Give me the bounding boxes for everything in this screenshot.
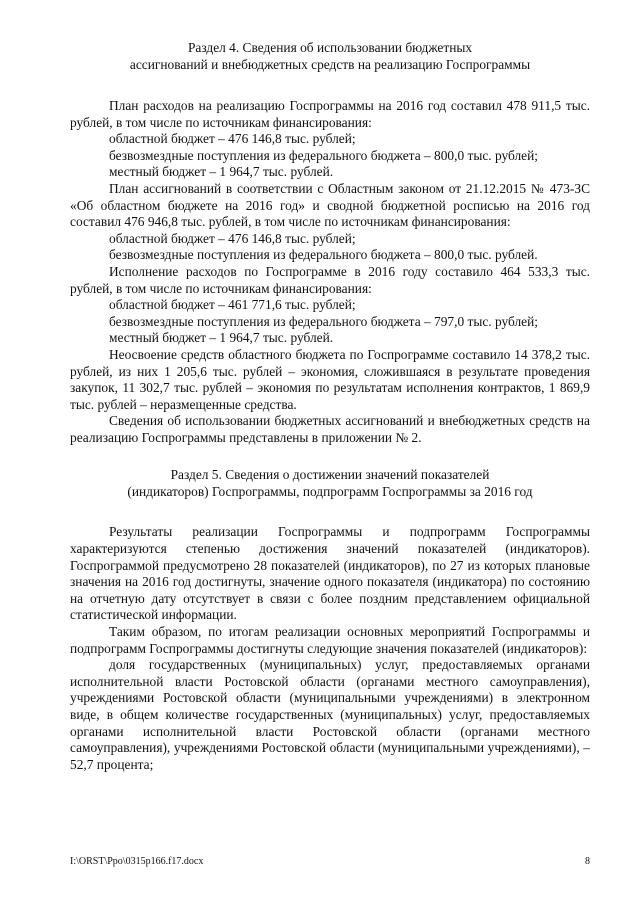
- section-5-body: [70, 524, 590, 773]
- section-5-heading: [70, 467, 590, 500]
- s5-paragraph-achieved: Таким образом, по итогам реализации основных мероприятий Госпрограммы и подпрограмм Госпрограммы достигнуты следующие значения показателей (индикаторов):: [70, 624, 590, 656]
- s4-item-regional-budget-alloc: областной бюджет – 476 146,8 тыс. рублей;: [109, 230, 356, 246]
- s5-paragraph-indicator-share: доля государственных (муниципальных) услуг, предоставляемых органами исполнительной власти Ростовской области (органами местного самоуправления), учреждениями Ростовской области (муниципальными учреждениями) в электронном виде, в общем количестве государственных (муниципальных) услуг, предоставляемых органами исполнительной власти Ростовской области (органами местного самоуправления), учреждениями Ростовской области (муниципальными учреждениями), – 52,7 процента;: [70, 657, 590, 772]
- section-4-heading: [70, 40, 590, 73]
- s4-paragraph-underspend: Неосвоение средств областного бюджета по Госпрограмме составило 14 378,2 тыс. рублей, из них 1 205,6 тыс. рублей – экономия, сложившаяся в результате проведения закупок, 11 302,7 тыс. рублей – экономия по результатам исполнения контрактов, 1 869,9 тыс. рублей – неразмещенные средства.: [70, 346, 590, 412]
- document-page: [70, 0, 590, 773]
- s5-paragraph-results: Результаты реализации Госпрограммы и подпрограмм Госпрограммы характеризуются степенью достижения значений показателей (индикаторов). Госпрограммой предусмотрено 28 показателей (индикаторов), по 27 из которых плановые значения на 2016 год достигнуты, значение одного показателя (индикатора) по состоянию на отчетную дату отсутствует в связи с более поздним представлением официальной статистической информации.: [70, 524, 590, 623]
- section-5-heading-line-1: Раздел 5. Сведения о достижении значений показателей: [170, 467, 490, 483]
- s4-item-local-budget-exec: местный бюджет – 1 964,7 тыс. рублей.: [109, 330, 334, 346]
- s4-item-federal-exec: безвозмездные поступления из федерального бюджета – 797,0 тыс. рублей;: [109, 313, 539, 329]
- section-5-heading-line-2: (индикаторов) Госпрограммы, подпрограмм Госпрограммы за 2016 год: [127, 483, 533, 499]
- s4-paragraph-appendix-ref: Сведения об использовании бюджетных ассигнований и внебюджетных средств на реализацию Госпрограммы представлены в приложении № 2.: [70, 413, 590, 445]
- s4-paragraph-allocations: План ассигнований в соответствии с Областным законом от 21.12.2015 № 473-ЗС «Об областном бюджете на 2016 год» и сводной бюджетной росписью на 2016 год составил 476 946,8 тыс. рублей, в том числе по источникам финансирования:: [70, 180, 590, 230]
- s4-item-regional-budget-plan: областной бюджет – 476 146,8 тыс. рублей;: [109, 131, 356, 147]
- section-4-heading-line-1: Раздел 4. Сведения об использовании бюджетных: [187, 40, 473, 55]
- s4-item-regional-budget-exec: областной бюджет – 461 771,6 тыс. рублей;: [109, 297, 356, 313]
- footer-file-path: I:\ORST\Ppo\0315p166.f17.docx: [70, 856, 204, 867]
- s4-item-local-budget-plan: местный бюджет – 1 964,7 тыс. рублей.: [109, 164, 334, 180]
- s4-item-federal-plan: безвозмездные поступления из федерального бюджета – 800,0 тыс. рублей;: [109, 147, 539, 163]
- s4-item-federal-alloc: безвозмездные поступления из федерального бюджета – 800,0 тыс. рублей.: [109, 247, 538, 263]
- section-4-body: [70, 98, 590, 446]
- s4-paragraph-execution: Исполнение расходов по Госпрограмме в 2016 году составило 464 533,3 тыс. рублей, в том числе по источникам финансирования:: [70, 263, 590, 296]
- page-number: 8: [585, 856, 590, 867]
- s4-paragraph-plan: План расходов на реализацию Госпрограммы на 2016 год составил 478 911,5 тыс. рублей, в том числе по источникам финансирования:: [70, 98, 590, 130]
- section-4-heading-line-2: ассигнований и внебюджетных средств на реализацию Госпрограммы: [129, 56, 531, 72]
